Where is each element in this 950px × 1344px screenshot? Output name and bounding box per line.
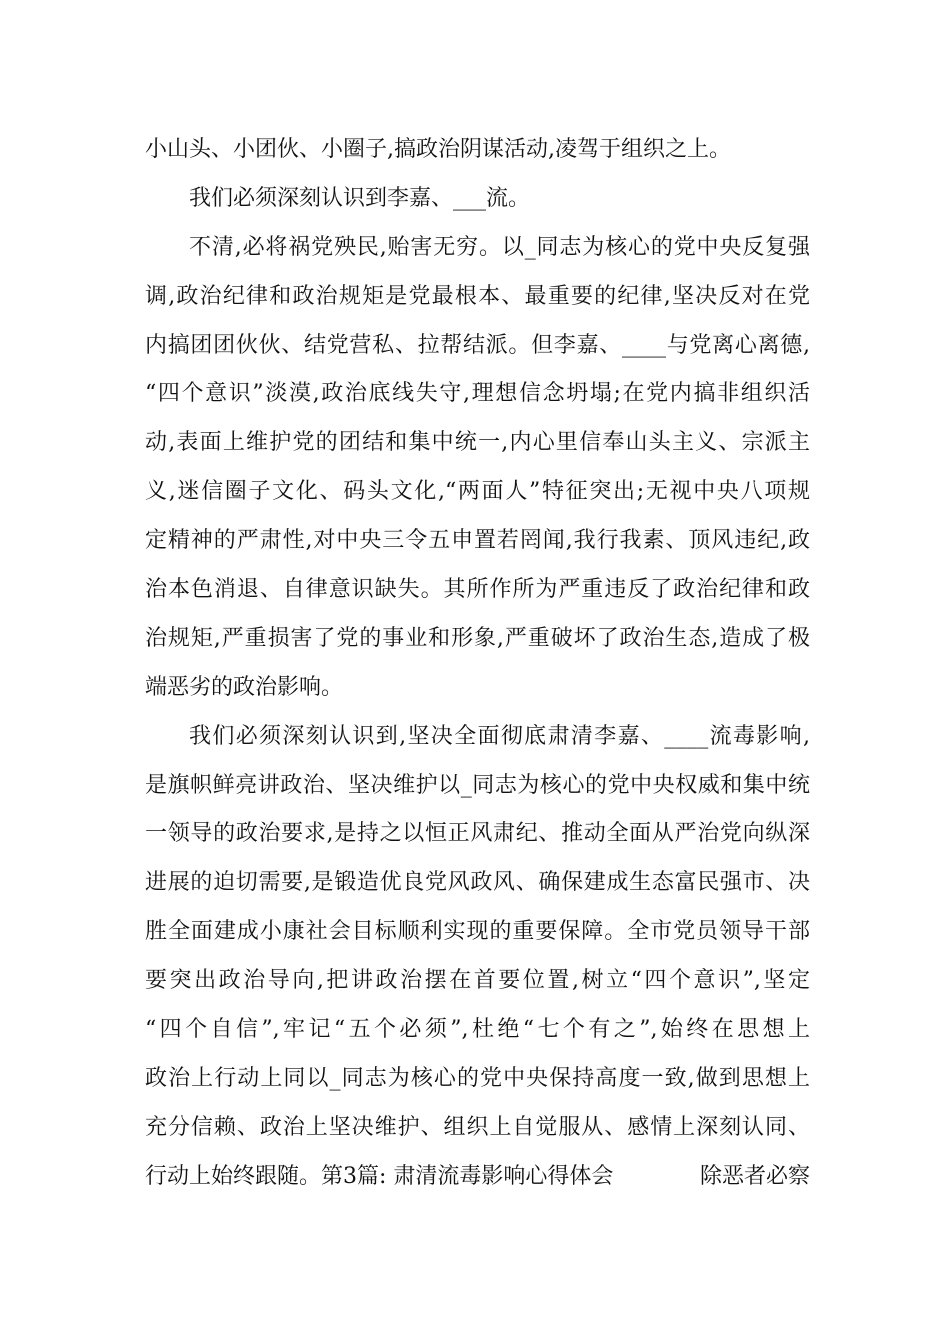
text-line: 进展的迫切需要,是锻造优良党风政风、确保建成生态富民强市、决 [145,870,810,896]
text-line: 是旗帜鲜亮讲政治、坚决维护以_同志为核心的党中央权威和集中统 [145,772,810,798]
article-heading-text: 行动上始终跟随。第3篇: 肃清流毒影响心得体会 [145,1163,614,1189]
text-line: 治本色消退、自律意识缺失。其所作所为严重违反了政治纪律和政 [145,577,810,603]
text-line: 一领导的政治要求,是持之以恒正风肃纪、推动全面从严治党向纵深 [145,821,810,847]
text-line: “四个自信”,牢记“五个必须”,杜绝“七个有之”,始终在思想上 [145,1017,810,1043]
text-line: 动,表面上维护党的团结和集中统一,内心里信奉山头主义、宗派主 [145,430,810,456]
document-body [145,126,810,1202]
text-line: 调,政治纪律和政治规矩是党最根本、最重要的纪律,坚决反对在党 [145,283,810,309]
next-article-text: 除恶者必察 [699,1163,810,1189]
text-line: 要突出政治导向,把讲政治摆在首要位置,树立“四个意识”,坚定 [145,968,810,994]
text-line: 我们必须深刻认识到李嘉、___流。 [189,185,531,211]
text-line: 政治上行动上同以_同志为核心的党中央保持高度一致,做到思想上 [145,1065,810,1091]
text-line: 不清,必将祸党殃民,贻害无穷。以_同志为核心的党中央反复强 [189,234,810,260]
text-line: 胜全面建成小康社会目标顺利实现的重要保障。全市党员领导干部 [145,919,810,945]
text-line: 定精神的严肃性,对中央三令五申置若罔闻,我行我素、顶风违纪,政 [145,528,810,554]
text-line: 治规矩,严重损害了党的事业和形象,严重破坏了政治生态,造成了极 [145,625,810,651]
text-line: 我们必须深刻认识到,坚决全面彻底肃清李嘉、____流毒影响, [189,723,810,749]
text-line: 充分信赖、政治上坚决维护、组织上自觉服从、感情上深刻认同、 [145,1114,810,1140]
text-line: 内搞团团伙伙、结党营私、拉帮结派。但李嘉、____与党离心离德, [145,332,810,358]
text-line: 小山头、小团伙、小圈子,搞政治阴谋活动,凌驾于组织之上。 [145,137,731,162]
text-line: “四个意识”淡漠,政治底线失守,理想信念坍塌;在党内搞非组织活 [145,381,810,407]
text-line: 义,迷信圈子文化、码头文化,“两面人”特征突出;无视中央八项规 [145,479,810,505]
text-line-last [145,1153,810,1202]
text-line: 端恶劣的政治影响。 [145,674,344,700]
